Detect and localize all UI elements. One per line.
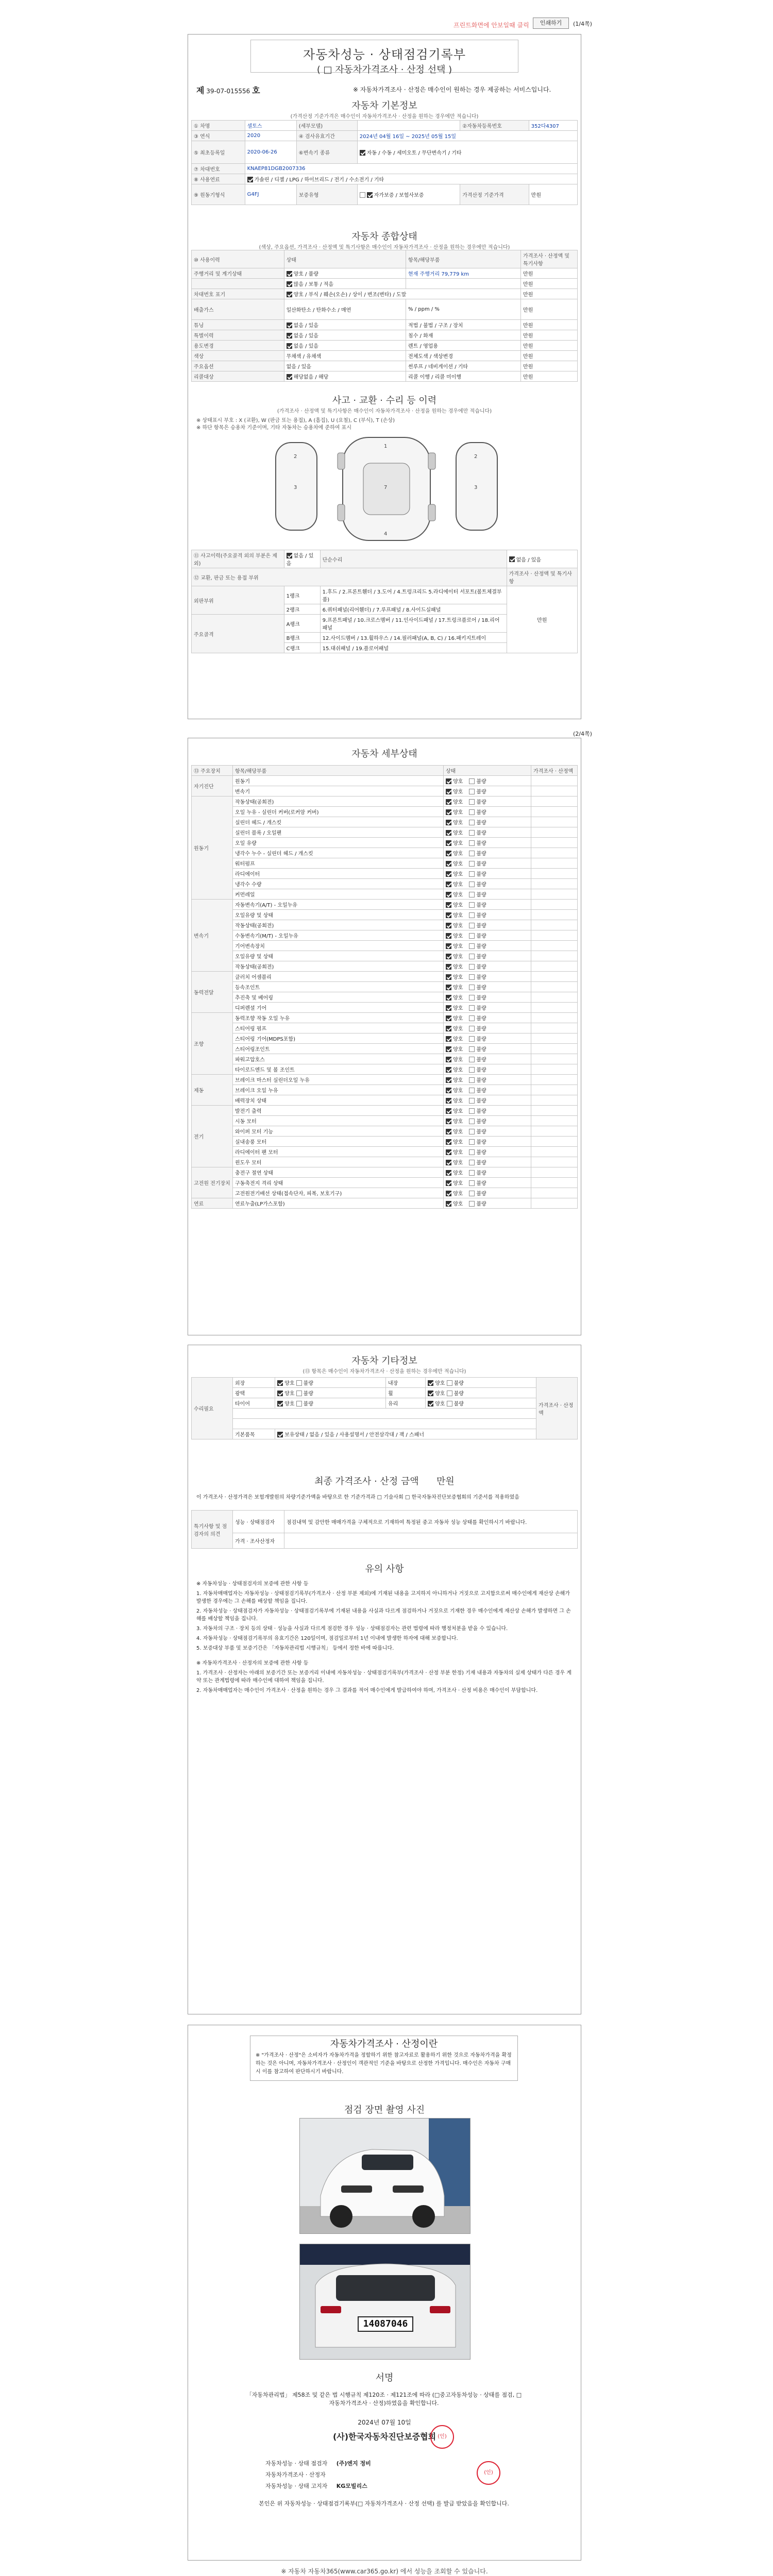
detail-item-label: 오일 누유 - 실린더 커버(로커암 커버)	[233, 807, 444, 817]
final-heading: 최종 가격조사 · 산정 금액 만원	[314, 1476, 455, 1487]
detail-item-state: 양호 불량	[444, 910, 531, 920]
detail-item-state: 양호 불량	[444, 961, 531, 972]
detail-item-price	[531, 1167, 578, 1178]
detail-item-state: 양호 불량	[444, 1116, 531, 1126]
detail-item-price	[531, 827, 578, 838]
detail-item-label: 수동변속기(M/T) - 오일누유	[233, 930, 444, 941]
detail-item-state: 양호 불량	[444, 1147, 531, 1157]
svg-text:2: 2	[474, 454, 478, 460]
detail-item-state: 양호 불량	[444, 796, 531, 807]
svg-text:2: 2	[294, 454, 297, 460]
detail-row	[192, 992, 578, 1003]
detail-item-price	[531, 1033, 578, 1044]
svg-text:3: 3	[474, 485, 478, 490]
detail-item-price	[531, 1054, 578, 1064]
detail-item-price	[531, 1095, 578, 1106]
detail-item-state: 양호 불량	[444, 1178, 531, 1188]
detail-item-state: 양호 불량	[444, 1033, 531, 1044]
detail-row	[192, 961, 578, 972]
detail-item-price	[531, 1023, 578, 1033]
svg-text:3: 3	[294, 485, 297, 490]
detail-item-state: 양호 불량	[444, 992, 531, 1003]
detail-item-state: 양호 불량	[444, 869, 531, 879]
detail-item-label: 스티어링 기어(MDPS포함)	[233, 1033, 444, 1044]
detail-item-state: 양호 불량	[444, 1054, 531, 1064]
other-heading: 자동차 기타정보	[351, 1355, 417, 1366]
detail-item-label: 변속기	[233, 786, 444, 796]
detail-row	[192, 776, 578, 786]
detail-item-price	[531, 1126, 578, 1137]
detail-row	[192, 1064, 578, 1075]
detail-item-label: 등속조인트	[233, 982, 444, 992]
detail-item-label: 윈도우 모터	[233, 1157, 444, 1167]
top-toolbar	[0, 0, 773, 34]
detail-row	[192, 848, 578, 858]
status-heading: 자동차 종합상태	[351, 231, 417, 242]
detail-item-state: 양호 불량	[444, 982, 531, 992]
detail-item-state: 양호 불량	[444, 848, 531, 858]
detail-item-state: 양호 불량	[444, 900, 531, 910]
detail-item-label: 디퍼렌셜 기어	[233, 1003, 444, 1013]
detail-row	[192, 1106, 578, 1116]
detail-item-state: 양호 불량	[444, 1106, 531, 1116]
detail-row	[192, 1188, 578, 1198]
detail-item-label: 와이퍼 모터 기능	[233, 1126, 444, 1137]
svg-text:1: 1	[384, 444, 388, 449]
page-number-2: (2/4쪽)	[573, 731, 592, 737]
detail-item-label: 브레이크 오일 누유	[233, 1085, 444, 1095]
sign-heading: 서명	[375, 2372, 394, 2383]
detail-group-label: 제동	[192, 1075, 233, 1106]
detail-row	[192, 910, 578, 920]
print-notice[interactable]: 프린트화면에 안보일때 클릭	[453, 22, 529, 29]
detail-group-label: 연료	[192, 1198, 233, 1209]
detail-item-state: 양호 불량	[444, 1188, 531, 1198]
detail-row	[192, 900, 578, 910]
detail-row	[192, 1023, 578, 1033]
detail-item-label: 브레이크 마스터 실린더오일 누유	[233, 1075, 444, 1085]
detail-item-state: 양호 불량	[444, 786, 531, 796]
detail-row	[192, 838, 578, 848]
detail-item-price	[531, 951, 578, 961]
detail-group-label: 고전원 전기장치	[192, 1167, 233, 1198]
detail-row	[192, 972, 578, 982]
detail-item-state: 양호 불량	[444, 941, 531, 951]
detail-item-label: 발전기 출력	[233, 1106, 444, 1116]
detail-item-price	[531, 930, 578, 941]
detail-row	[192, 1137, 578, 1147]
detail-item-label: 클러치 어셈블리	[233, 972, 444, 982]
detail-item-label: 구동축전지 격리 상태	[233, 1178, 444, 1188]
caution-item: 2. 자동차매매업자는 매수인이 가격조사 · 산정을 원하는 경우 그 결과를 적어 매수인에게 발급하여야 하며, 가격조사 · 산정 비용은 매수인이 부담합니다.	[196, 1688, 538, 1693]
receipt-confirmation: 본인은 위 자동차성능 · 상태점검기록부(□ 자동차가격조사 · 산정 선택) 를 발급 받았음을 확인합니다.	[259, 2500, 509, 2507]
caution-item: 1. 자동차매매업자는 자동차성능 · 상태점검기록부(가격조사 · 산정 부분 제외)에 기재된 내용을 고지하지 아니하거나 거짓으로 고지함으로써 매수인에게 재산상 손해가 발생한 경우에는 그 손해를 배상할 책임을 집니다.	[196, 1591, 570, 1604]
detail-item-state: 양호 불량	[444, 1003, 531, 1013]
detail-item-label: 충전구 절연 상태	[233, 1167, 444, 1178]
detail-item-state: 양호 불량	[444, 1085, 531, 1095]
detail-item-label: 배력장치 상태	[233, 1095, 444, 1106]
detail-item-price	[531, 796, 578, 807]
basic-info-table: ① 차명 셀토스 (세부모델) ②자동차등록번호 352다4307 ③ 연식 2020 ④ 검사유효기간 2024년 04월 16일 ~ 2025년 05월 15일 ⑤ 최초등록일 2020-06-26 ⑥변속기 종류 자동 / 수동 / 세미오토 / 무단변속기 / 기타 ⑦ 차대번호 KNAEP81DGB2007336 ⑧ 사용연료 가솔린 / 디젤 / LPG / 하이브리드 / 전기 / 수소전기 / 기타 ⑨ 원동기형식 G4FJ 보증유형 자가보증 / 보험사보증 가격산정 기준가격 만원	[191, 120, 578, 205]
basic-info-heading: 자동차 기본정보	[351, 100, 417, 111]
detail-item-price	[531, 1116, 578, 1126]
record-page-3	[188, 2025, 581, 2561]
status-table: ⑩ 사용이력 상태 항목/해당부품 가격조사 · 산정액 및 특기사항 주행거리 및 계기상태 양호 / 불량 현재 주행거리 79,779 km 만원 많음 / 보통 / 적음 만원 차대번호 표기 양호 / 부식 / 훼손(오손) / 상이 / 변조(변타) / 도말 만원 배출가스 일산화탄소 / 탄화수소 / 매연 % / ppm / % 만원 튜닝 없음 / 있음 적법 / 불법 / 구조 / 장치 만원 특별이력 없음 / 있음 침수 / 화재 만원 용도변경 없음 / 있음 렌트 / 영업용 만원 색상 무채색 / 유채색 전체도색 / 색상변경 만원 주요옵션 없음 / 있음 썬루프 / 네비게이션 / 기타 만원 리콜대상 해당없음 / 해당 리콜 이행 / 리콜 미이행 만원	[191, 250, 578, 382]
detail-row	[192, 941, 578, 951]
detail-item-label: 동력조향 작동 오일 누유	[233, 1013, 444, 1023]
detail-row	[192, 827, 578, 838]
caution-h1: ※ 자동차성능 · 상태점검자의 보증에 관한 사항 등	[196, 1581, 309, 1587]
detail-item-state: 양호 불량	[444, 776, 531, 786]
detail-item-price	[531, 1003, 578, 1013]
detail-item-price	[531, 1137, 578, 1147]
detail-row	[192, 920, 578, 930]
detail-table: ⑬ 주요장치 항목/해당부품 상태 가격조사 · 산정액 자기진단 원동기 양호 불량 변속기 양호 불량 원동기 작동상태(공회전) 양호 불량 오일 누유 - 실린더 커버(로커암 커버) 양호 불량 실린더 헤드 / 개스킷 양호 불량 실린더 블록 / 오일팬 양호 불량 오일 유량 양호 불량 냉각수 누수 - 실린더 헤드 / 개스킷 양호 불량 워터펌프 양호 불량 라디에이터 양호 불량 냉각수 수량 양호 불량 커먼레일 양호 불량 변속기 자동변속기(A/T) - 오일누유 양호 불량 오일유량 및 상태 양호 불량 작동상태(공회전) 양호 불량 수동변속기(M/T) - 오일누유 양호 불량 기어변속장치 양호 불량 오일유량 및 상태 양호 불량 작동상태(공회전) 양호 불량 동력전달 클러치 어셈블리 양호 불량 등속조인트 양호 불량 추진축 및 베어링 양호 불량 디퍼렌셜 기어 양호 불량 조향 동력조향 작동 오일 누유 양호 불량 스티어링 펌프 양호 불량 스티어링 기어(MDPS포함) 양호 불량 스티어링조인트 양호 불량 파워고압호스 양호 불량 타이로드엔드 및 볼 조인트 양호 불량 제동 브레이크 마스터 실린더오일 누유 양호 불량 브레이크 오일 누유 양호 불량 배력장치 상태 양호 불량 전기 발전기 출력 양호 불량 시동 모터 양호 불량 와이퍼 모터 기능 양호 불량 실내송풍 모터 양호 불량 라디에이터 팬 모터 양호 불량 윈도우 모터 양호 불량 고전원 전기장치 충전구 절연 상태 양호 불량 구동축전지 격리 상태 양호 불량 고전원전기배선 상태(접속단자, 피복, 보호기구) 양호 불량 연료 연료누출(LP가스포함) 양호 불량	[191, 765, 578, 1209]
detail-row	[192, 889, 578, 900]
print-button[interactable]: 인쇄하기	[533, 18, 569, 29]
detail-item-state: 양호 불량	[444, 817, 531, 827]
detail-item-price	[531, 920, 578, 930]
detail-item-state: 양호 불량	[444, 1013, 531, 1023]
detail-item-label: 냉각수 수량	[233, 879, 444, 889]
detail-item-state: 양호 불량	[444, 1064, 531, 1075]
detail-item-price	[531, 1044, 578, 1054]
detail-group-label: 변속기	[192, 900, 233, 972]
detail-heading: 자동차 세부상태	[351, 749, 417, 759]
detail-row	[192, 1033, 578, 1044]
detail-item-state: 양호 불량	[444, 1095, 531, 1106]
detail-row	[192, 1116, 578, 1126]
detail-group-label: 자기진단	[192, 776, 233, 796]
pricing-info-text: ※ "가격조사 · 산정"은 소비자가 자동차가격을 정할하기 위한 참고자료로 활용하기 위한 것으로 자동차가격을 확정하는 것은 아니며, 자동차가격조사 · 산정인이 객관적인 기준을 바탕으로 산정한 가격입니다. 매수인은 자동차 구매시 이를 참고하여 판단하시기 바랍니다.	[256, 2053, 512, 2075]
detail-item-price	[531, 1106, 578, 1116]
detail-item-label: 실내송풍 모터	[233, 1137, 444, 1147]
caution-item: 5. 보증대상 부품 및 보증기간은 「자동차관리법 시행규칙」 등에서 정한 바에 따릅니다.	[196, 1646, 394, 1651]
detail-item-price	[531, 1013, 578, 1023]
detail-item-label: 원동기	[233, 776, 444, 786]
rear-photo	[299, 2244, 470, 2360]
detail-item-state: 양호 불량	[444, 1167, 531, 1178]
detail-item-label: 파워고압호스	[233, 1054, 444, 1064]
detail-item-price	[531, 1075, 578, 1085]
caution-heading: 유의 사항	[365, 1564, 404, 1574]
caution-item: 1. 가격조사 · 산정자는 아래의 보증기간 또는 보증거리 이내에 자동차성능 · 상태점검기록부(가격조사 · 산정 부분 한정) 기재 내용과 자동차의 실제 상태가 다른 경우 계약 또는 관계법령에 따라 매수인에 대하여 책임을 집니다.	[196, 1670, 572, 1684]
detail-row	[192, 817, 578, 827]
page-subtitle: ( □ 자동차가격조사 · 산정 선택 )	[316, 64, 452, 75]
detail-item-label: 실린더 블록 / 오일팬	[233, 827, 444, 838]
detail-item-label: 스티어링 펌프	[233, 1023, 444, 1033]
detail-row	[192, 879, 578, 889]
detail-item-label: 연료누출(LP가스포함)	[233, 1198, 444, 1209]
detail-item-price	[531, 1085, 578, 1095]
detail-row	[192, 1075, 578, 1085]
signer-stamp: (인)	[477, 2461, 500, 2485]
page-number: (1/4쪽)	[573, 21, 592, 27]
detail-group-label: 동력전달	[192, 972, 233, 1013]
detail-item-label: 라디에이터	[233, 869, 444, 879]
detail-item-label: 오일유량 및 상태	[233, 951, 444, 961]
accident-legend-2: ※ 하단 항목은 승용차 기준이며, 기타 자동차는 승용차에 준하여 표시	[196, 425, 351, 431]
detail-item-price	[531, 879, 578, 889]
detail-item-state: 양호 불량	[444, 1157, 531, 1167]
detail-item-price	[531, 1064, 578, 1075]
detail-item-price	[531, 1157, 578, 1167]
detail-item-label: 작동상태(공회전)	[233, 961, 444, 972]
detail-row	[192, 1013, 578, 1023]
detail-row	[192, 982, 578, 992]
document-number: 제 39-07-015556 호	[196, 86, 260, 95]
detail-item-label: 고전원전기배선 상태(접속단자, 피복, 보호기구)	[233, 1188, 444, 1198]
detail-item-state: 양호 불량	[444, 1044, 531, 1054]
accident-sub: (가격조사 · 산정액 및 특기사항은 매수인이 자동차가격조사 · 산정을 원하는 경우에만 적습니다)	[277, 409, 492, 414]
detail-item-state: 양호 불량	[444, 972, 531, 982]
detail-item-state: 양호 불량	[444, 889, 531, 900]
detail-item-state: 양호 불량	[444, 807, 531, 817]
detail-item-label: 추진축 및 베어링	[233, 992, 444, 1003]
accident-table: ⑪ 사고이력(주요골격 외의 부분은 제외) 없음 / 있음 단순수리 없음 / 있음 ⑫ 교환, 판금 또는 용접 부위 가격조사 · 산정액 및 특기사항 외판부위 1랭크 1.후드 / 2.프론트휀더 / 3.도어 / 4.트렁크리드 5.라디에이터 서포트(볼트체결부품) 만원 2랭크 6.쿼터패널(리어휀더) / 7.루프패널 / 8.사이드실패널 주요골격 A랭크 9.프론트패널 / 10.크로스멤버 / 11.인사이드패널 / 17.트렁크플로어 / 18.리어패널 B랭크 12.사이드멤버 / 13.휠하우스 / 14.필러패널(A, B, C) / 16.패키지트레이 C랭크 15.대쉬패널 / 19.플로어패널	[191, 550, 578, 653]
detail-item-state: 양호 불량	[444, 827, 531, 838]
caution-item: 2. 자동차성능 · 상태점검자가 자동차성능 · 상태점검기록부에 기재된 내용을 사실과 다르게 점검하거나 거짓으로 기재한 경우 매수인에게 재산상 손해가 발생하면 그 손해를 배상할 책임을 집니다.	[196, 1608, 571, 1622]
car-damage-diagram	[265, 432, 508, 546]
detail-item-label: 타이로드엔드 및 볼 조인트	[233, 1064, 444, 1075]
detail-item-state: 양호 불량	[444, 1075, 531, 1085]
detail-item-label: 스티어링조인트	[233, 1044, 444, 1054]
caution-body	[196, 1580, 573, 1697]
page-title: 자동차성능 · 상태점검기록부	[303, 47, 466, 62]
accident-heading: 사고 · 교환 · 수리 등 이력	[332, 395, 437, 406]
detail-row	[192, 951, 578, 961]
detail-row	[192, 1054, 578, 1064]
detail-item-state: 양호 불량	[444, 930, 531, 941]
signer-list: 자동차성능 · 상태 점검자 (주)엔지 정비 자동차가격조사 · 산정자 자동차성능 · 상태 고지자 KG모빌리스	[265, 2460, 371, 2489]
caution-item: 3. 자동차의 구조 · 장치 등의 상태 · 성능을 사실과 다르게 점검한 경우 성능 · 상태점검자는 관련 법령에 따라 행정처분을 받을 수 있습니다.	[196, 1626, 508, 1632]
detail-item-label: 오일 유량	[233, 838, 444, 848]
detail-item-price	[531, 817, 578, 827]
detail-row	[192, 1085, 578, 1095]
detail-item-price	[531, 961, 578, 972]
detail-item-label: 냉각수 누수 - 실린더 헤드 / 개스킷	[233, 848, 444, 858]
final-table: 특기사항 및 점검자의 의견 성능 · 상태점검자 점검내역 및 감안한 매매가격을 구체적으로 기재하여 특정된 중고 자동차 성능 상태를 확인하시기 바랍니다. 가격 · 조사산정자	[191, 1510, 578, 1549]
detail-item-price	[531, 910, 578, 920]
detail-item-price	[531, 900, 578, 910]
detail-row	[192, 1044, 578, 1054]
detail-item-price	[531, 807, 578, 817]
caution-h2: ※ 자동차가격조사 · 산정자의 보증에 관한 사항 등	[196, 1660, 309, 1666]
caution-item: 4. 자동차성능 · 상태점검기록부의 유효기간은 120일이며, 점검일로부터 1년 이내에 발생한 하자에 대해 보증합니다.	[196, 1636, 458, 1641]
svg-text:7: 7	[384, 485, 388, 490]
other-sub: (⑬ 항목은 매수인이 자동차가격조사 · 산정을 원하는 경우에만 적습니다)	[303, 1369, 466, 1375]
detail-item-state: 양호 불량	[444, 1198, 531, 1209]
detail-item-price	[531, 1147, 578, 1157]
detail-item-price	[531, 982, 578, 992]
detail-item-state: 양호 불량	[444, 1023, 531, 1033]
detail-item-state: 양호 불량	[444, 838, 531, 848]
sign-organization: (사)한국자동차진단보증협회	[332, 2432, 436, 2442]
record-page-2	[188, 738, 581, 1335]
detail-row	[192, 1157, 578, 1167]
pricing-info-box	[250, 2036, 518, 2081]
detail-item-state: 양호 불량	[444, 951, 531, 961]
detail-group-label: 원동기	[192, 796, 233, 900]
front-photo	[299, 2118, 470, 2234]
svg-text:4: 4	[384, 531, 388, 537]
detail-item-label: 자동변속기(A/T) - 오일누유	[233, 900, 444, 910]
detail-item-label: 커먼레일	[233, 889, 444, 900]
title-box	[250, 40, 518, 73]
accident-legend-1: ※ 상태표시 부호 : X (교환), W (판금 또는 용접), A (흠집), U (요철), C (부식), T (손상)	[196, 418, 395, 423]
final-note: 이 가격조사 · 산정가격은 보험개발원의 차량기준가액을 바탕으로 한 기준가격과 □ 기술사회 □ 한국자동차진단보증협회의 기준서를 적용하였음	[196, 1495, 519, 1500]
other-table: 수리필요 외장 양호 불량 내장 양호 불량 가격조사 · 산정액 광택 양호 불량 휠 양호 불량 타이어 양호 불량 유리 양호 불량 기본품목 보유상태 / 없음 / 있음 / 사용설명서 / 안전삼각대 / 잭 / 스패너	[191, 1377, 578, 1439]
detail-group-label: 전기	[192, 1106, 233, 1167]
detail-row	[192, 1126, 578, 1137]
footer-site-notice[interactable]: ※ 자동차 자동차365(www.car365.go.kr) 에서 성능을 조회할 수 있습니다.	[281, 2568, 488, 2575]
photo-heading: 점검 장면 촬영 사진	[344, 2105, 425, 2115]
detail-row	[192, 930, 578, 941]
detail-row	[192, 858, 578, 869]
detail-group-label: 조향	[192, 1013, 233, 1075]
detail-row	[192, 1198, 578, 1209]
detail-item-state: 양호 불량	[444, 920, 531, 930]
detail-row	[192, 796, 578, 807]
detail-item-price	[531, 941, 578, 951]
detail-row	[192, 1003, 578, 1013]
org-stamp: (인)	[430, 2425, 454, 2449]
status-sub: (색상, 주요옵션, 가격조사 · 산정액 및 특기사항은 매수인이 자동차가격조사 · 산정을 원하는 경우에만 적습니다)	[259, 245, 510, 250]
detail-item-label: 시동 모터	[233, 1116, 444, 1126]
detail-item-label: 실린더 헤드 / 개스킷	[233, 817, 444, 827]
document-note: ※ 자동차가격조사 · 산정은 매수인이 원하는 경우 제공하는 서비스입니다.	[353, 86, 551, 93]
detail-item-price	[531, 992, 578, 1003]
detail-item-price	[531, 838, 578, 848]
record-page-other	[188, 1345, 581, 2014]
detail-row	[192, 1178, 578, 1188]
pricing-info-heading: 자동차가격조사 · 산정이란	[330, 2039, 438, 2049]
sign-date: 2024년 07월 10일	[358, 2419, 411, 2426]
detail-item-price	[531, 848, 578, 858]
detail-item-price	[531, 1198, 578, 1209]
detail-item-state: 양호 불량	[444, 858, 531, 869]
detail-row	[192, 1167, 578, 1178]
detail-item-label: 오일유량 및 상태	[233, 910, 444, 920]
detail-row	[192, 1095, 578, 1106]
detail-item-price	[531, 1188, 578, 1198]
detail-row	[192, 869, 578, 879]
detail-item-label: 워터펌프	[233, 858, 444, 869]
record-page-1	[188, 34, 581, 719]
detail-item-price	[531, 869, 578, 879]
detail-item-price	[531, 889, 578, 900]
detail-item-label: 라디에이터 팬 모터	[233, 1147, 444, 1157]
detail-item-price	[531, 786, 578, 796]
detail-item-state: 양호 불량	[444, 1137, 531, 1147]
detail-item-price	[531, 1178, 578, 1188]
detail-item-price	[531, 858, 578, 869]
detail-item-label: 작동상태(공회전)	[233, 920, 444, 930]
detail-item-state: 양호 불량	[444, 1126, 531, 1137]
sign-text: 「자동차관리법」 제58조 및 같은 법 시행규칙 제120조 · 제121조에 따라 (□중고자동차성능 · 상태를 점검, □자동차가격조사 · 산정)하였음을 확인합니다.	[246, 2392, 522, 2406]
detail-row	[192, 807, 578, 817]
detail-item-price	[531, 972, 578, 982]
basic-info-sub: (가격산정 기준가격은 매수인이 자동차가격조사 · 산정을 원하는 경우에만 적습니다)	[290, 114, 479, 120]
detail-item-label: 기어변속장치	[233, 941, 444, 951]
detail-item-label: 작동상태(공회전)	[233, 796, 444, 807]
detail-row	[192, 786, 578, 796]
detail-item-price	[531, 776, 578, 786]
detail-row	[192, 1147, 578, 1157]
detail-item-state: 양호 불량	[444, 879, 531, 889]
license-plate: 14087046	[358, 2316, 413, 2332]
